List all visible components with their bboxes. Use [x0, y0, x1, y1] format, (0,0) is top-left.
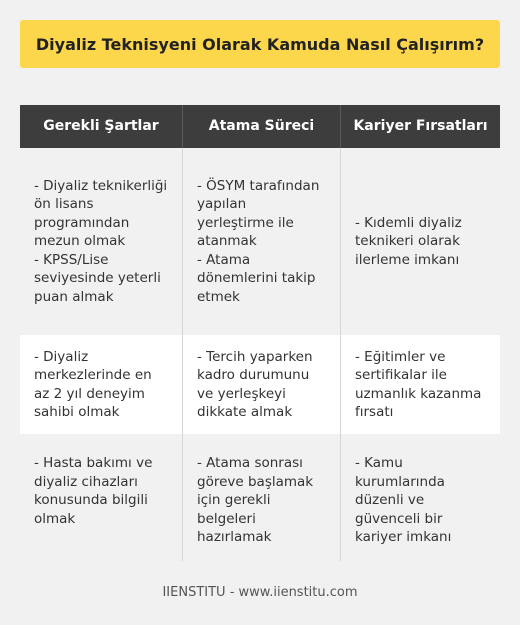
page-title: Diyaliz Teknisyeni Olarak Kamuda Nasıl Çalışırım? [20, 20, 500, 68]
table-cell: - Kamu kurumlarında düzenli ve güvenceli bir kariyer imkanı [355, 455, 452, 545]
table-cell: - Diyaliz teknikerliği ön lisans programından mezun olmak - KPSS/Lise seviyesinde yeterli puan almak [20, 148, 183, 335]
table-row [20, 434, 500, 561]
table-cell: - Atama sonrası göreve başlamak için gerekli belgeleri hazırlamak [183, 434, 341, 561]
table-cell: - ÖSYM tarafından yapılan yerleştirme ile atanmak - Atama dönemlerini takip etmek [183, 148, 341, 335]
footer-credit: IIENSTITU - www.iienstitu.com [162, 585, 358, 600]
table-cell: - Hasta bakımı ve diyaliz cihazları konusunda bilgili olmak [20, 434, 183, 561]
table-cell: - Eğitimler ve sertifikalar ile uzmanlık kazanma fırsatı [355, 348, 482, 420]
table-cell: - Tercih yaparken kadro durumunu ve yerleşkeyi dikkate almak [183, 335, 341, 434]
column-header-appointment: Atama Süreci [183, 105, 341, 148]
column-header-requirements: Gerekli Şartlar [20, 105, 183, 148]
table-cell: - Diyaliz merkezlerinde en az 2 yıl deneyim sahibi olmak [20, 335, 183, 434]
table-row [20, 335, 500, 434]
table-header-row [20, 105, 500, 148]
table-cell: - Kıdemli diyaliz teknikeri olarak ilerleme imkanı [355, 214, 462, 268]
table-row [20, 148, 500, 335]
column-header-career: Kariyer Fırsatları [353, 118, 488, 135]
info-table [20, 105, 500, 561]
